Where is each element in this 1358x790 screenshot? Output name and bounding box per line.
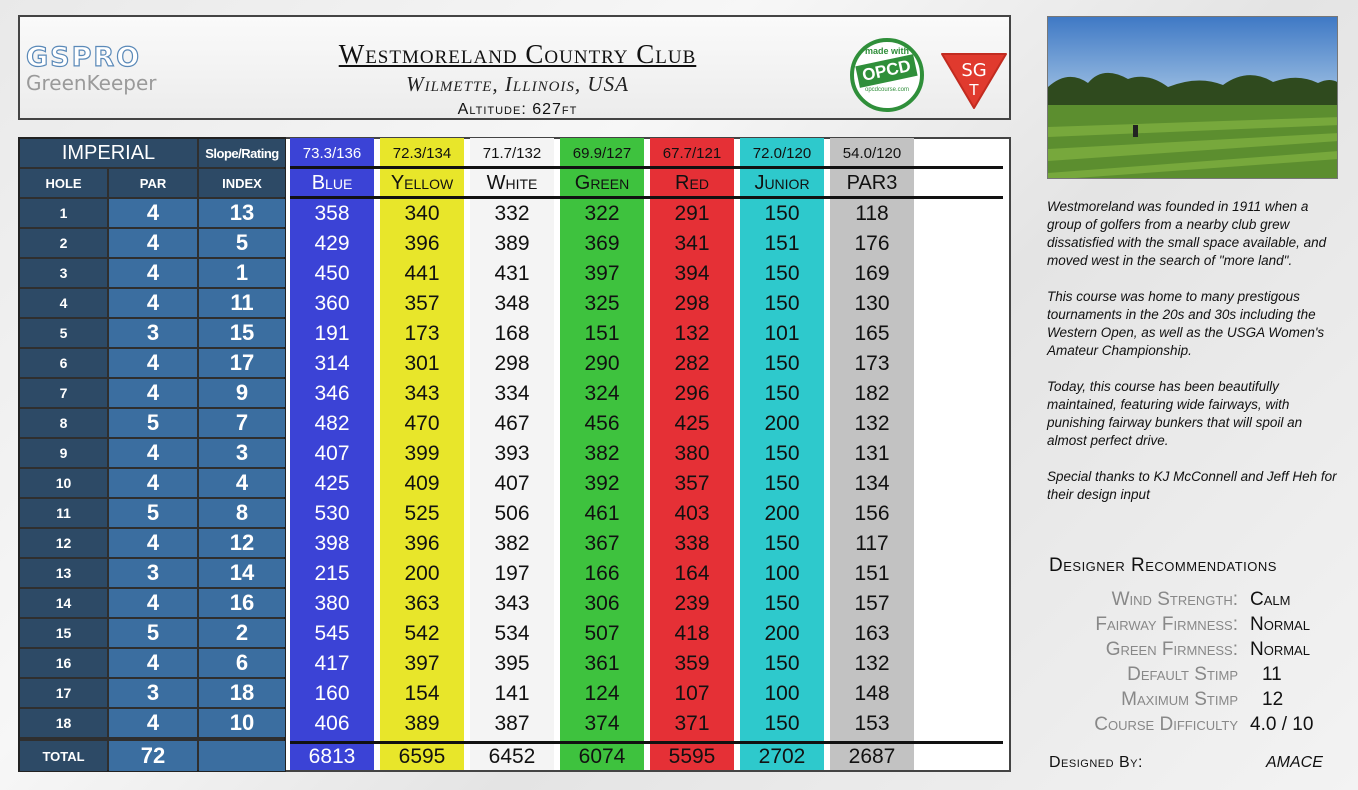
hole-yardage: 450 xyxy=(314,262,350,285)
scorecard-header xyxy=(18,15,1011,120)
course-altitude: Altitude: 627ft xyxy=(457,101,578,118)
hole-par: 5 xyxy=(109,499,197,527)
rec-value: Normal xyxy=(1250,614,1310,635)
hole-par: 4 xyxy=(109,289,197,317)
hole-yardage: 298 xyxy=(494,352,530,375)
hole-yardage: 359 xyxy=(674,652,710,675)
hole-yardage: 392 xyxy=(584,472,620,495)
hole-par: 4 xyxy=(109,589,197,617)
tee-name: Green xyxy=(574,172,630,194)
hole-par: 4 xyxy=(109,379,197,407)
hole-yardage: 525 xyxy=(404,502,440,525)
hole-yardage: 397 xyxy=(404,652,440,675)
hole-yardage: 306 xyxy=(584,592,620,615)
hole-yardage: 343 xyxy=(404,382,440,405)
hole-par: 4 xyxy=(109,199,197,227)
hole-yardage: 429 xyxy=(314,232,350,255)
hole-yardage: 406 xyxy=(314,712,350,735)
hole-number: 10 xyxy=(20,469,107,497)
hole-yardage: 150 xyxy=(764,292,800,315)
hole-yardage: 150 xyxy=(764,382,800,405)
hole-yardage: 380 xyxy=(314,592,350,615)
hole-yardage: 301 xyxy=(404,352,440,375)
tee-rating: 69.9/127 xyxy=(572,145,632,162)
hole-index: 3 xyxy=(199,439,285,467)
opcd-text: OPCD xyxy=(856,54,918,88)
hole-yardage: 150 xyxy=(764,592,800,615)
gspro-logo xyxy=(26,42,196,95)
hole-par: 4 xyxy=(109,259,197,287)
hole-yardage: 132 xyxy=(854,412,890,435)
hole-index: 4 xyxy=(199,469,285,497)
hole-yardage: 357 xyxy=(674,472,710,495)
hole-yardage: 107 xyxy=(674,682,710,705)
hole-yardage: 360 xyxy=(314,292,350,315)
hole-yardage: 367 xyxy=(584,532,620,555)
course-photo xyxy=(1047,16,1338,179)
rec-label: Maximum Stimp xyxy=(1121,689,1238,710)
hole-yardage: 173 xyxy=(854,352,890,375)
rec-label: Wind Strength: xyxy=(1111,589,1238,610)
hole-yardage: 346 xyxy=(314,382,350,405)
hole-par: 5 xyxy=(109,619,197,647)
hole-yardage: 200 xyxy=(764,622,800,645)
rec-label: Green Firmness: xyxy=(1105,639,1238,660)
hole-index: 6 xyxy=(199,649,285,677)
tee-total-yardage: 6074 xyxy=(578,745,626,768)
hole-index: 15 xyxy=(199,319,285,347)
hole-yardage: 153 xyxy=(854,712,890,735)
hole-par: 4 xyxy=(109,349,197,377)
hole-yardage: 150 xyxy=(764,472,800,495)
hole-index: 1 xyxy=(199,259,285,287)
sgt-logo-icon xyxy=(938,48,1010,110)
hole-index: 2 xyxy=(199,619,285,647)
hole-index: 9 xyxy=(199,379,285,407)
hole-header: HOLE xyxy=(20,169,107,197)
hole-yardage: 407 xyxy=(314,442,350,465)
rec-default-stimp xyxy=(1040,664,1350,689)
hole-number: 4 xyxy=(20,289,107,317)
hole-yardage: 407 xyxy=(494,472,530,495)
hole-yardage: 314 xyxy=(314,352,350,375)
hole-yardage: 164 xyxy=(674,562,710,585)
hole-yardage: 176 xyxy=(854,232,890,255)
rec-value: 12 xyxy=(1262,689,1284,710)
rec-maximum-stimp xyxy=(1040,689,1350,714)
hole-yardage: 150 xyxy=(764,712,800,735)
totals-top-rule xyxy=(290,741,1003,744)
hole-yardage: 382 xyxy=(584,442,620,465)
hole-yardage: 482 xyxy=(314,412,350,435)
course-title-block xyxy=(240,39,795,119)
hole-yardage: 332 xyxy=(494,202,530,225)
par-header: PAR xyxy=(109,169,197,197)
hole-index: 13 xyxy=(199,199,285,227)
index-header: INDEX xyxy=(199,169,285,197)
hole-yardage: 150 xyxy=(764,202,800,225)
rec-label: Course Difficulty xyxy=(1094,714,1238,735)
rec-fairway-firmness xyxy=(1040,614,1350,639)
hole-yardage: 160 xyxy=(314,682,350,705)
hole-yardage: 132 xyxy=(674,322,710,345)
hole-yardage: 100 xyxy=(764,682,800,705)
hole-yardage: 395 xyxy=(494,652,530,675)
hole-yardage: 191 xyxy=(314,322,350,345)
hole-yardage: 132 xyxy=(854,652,890,675)
hole-yardage: 409 xyxy=(404,472,440,495)
hole-yardage: 151 xyxy=(584,322,620,345)
hole-yardage: 156 xyxy=(854,502,890,525)
hole-index: 18 xyxy=(199,679,285,707)
hole-yardage: 168 xyxy=(494,322,530,345)
rec-green-firmness xyxy=(1040,639,1350,664)
hole-number: 15 xyxy=(20,619,107,647)
hole-yardage: 197 xyxy=(494,562,530,585)
hole-number: 16 xyxy=(20,649,107,677)
hole-par: 5 xyxy=(109,409,197,437)
hole-yardage: 282 xyxy=(674,352,710,375)
hole-index: 8 xyxy=(199,499,285,527)
tee-total-yardage: 6452 xyxy=(488,745,536,768)
hole-yardage: 387 xyxy=(494,712,530,735)
tee-rating: 72.0/120 xyxy=(752,145,812,162)
hole-yardage: 200 xyxy=(764,502,800,525)
hole-yardage: 506 xyxy=(494,502,530,525)
tee-rating: 67.7/121 xyxy=(662,145,722,162)
hole-yardage: 545 xyxy=(314,622,350,645)
hole-yardage: 215 xyxy=(314,562,350,585)
hole-yardage: 150 xyxy=(764,532,800,555)
description-paragraph: Westmoreland was founded in 1911 when a group of golfers from a nearby club grew dissatisfied with the small space available, and moved west in the search of "more land". xyxy=(1047,199,1327,268)
hole-yardage: 399 xyxy=(404,442,440,465)
rec-value: 11 xyxy=(1262,664,1282,685)
hole-yardage: 403 xyxy=(674,502,710,525)
hole-index: 17 xyxy=(199,349,285,377)
hole-yardage: 396 xyxy=(404,532,440,555)
hole-yardage: 150 xyxy=(764,262,800,285)
greenkeeper-logo-text: GreenKeeper xyxy=(26,71,157,95)
rec-label: Default Stimp xyxy=(1127,664,1238,685)
total-par: 72 xyxy=(109,741,197,771)
hole-par: 4 xyxy=(109,709,197,737)
hole-number: 1 xyxy=(20,199,107,227)
hole-par: 3 xyxy=(109,679,197,707)
tee-name: Yellow xyxy=(390,172,454,194)
sgt-sub-text: T xyxy=(969,81,979,99)
tee-header-top-rule xyxy=(290,166,1003,169)
hole-number: 8 xyxy=(20,409,107,437)
slope-rating-label: Slope/Rating xyxy=(199,139,285,167)
hole-yardage: 298 xyxy=(674,292,710,315)
hole-yardage: 290 xyxy=(584,352,620,375)
hole-yardage: 398 xyxy=(314,532,350,555)
hole-yardage: 322 xyxy=(584,202,620,225)
hole-yardage: 394 xyxy=(674,262,710,285)
hole-yardage: 150 xyxy=(764,652,800,675)
hole-yardage: 467 xyxy=(494,412,530,435)
hole-yardage: 425 xyxy=(314,472,350,495)
hole-yardage: 441 xyxy=(404,262,440,285)
tee-rating: 54.0/120 xyxy=(842,145,902,162)
hole-yardage: 324 xyxy=(584,382,620,405)
rec-course-difficulty xyxy=(1040,714,1350,739)
hole-number: 2 xyxy=(20,229,107,257)
hole-yardage: 141 xyxy=(494,682,530,705)
hole-yardage: 369 xyxy=(584,232,620,255)
description-paragraph: Special thanks to KJ McConnell and Jeff Heh for their design input xyxy=(1047,469,1337,502)
hole-yardage: 200 xyxy=(404,562,440,585)
hole-yardage: 361 xyxy=(584,652,620,675)
hole-yardage: 530 xyxy=(314,502,350,525)
hole-yardage: 154 xyxy=(404,682,440,705)
hole-yardage: 338 xyxy=(674,532,710,555)
hole-yardage: 507 xyxy=(584,622,620,645)
hole-index: 7 xyxy=(199,409,285,437)
hole-yardage: 134 xyxy=(854,472,890,495)
hole-yardage: 131 xyxy=(854,442,890,465)
hole-yardage: 418 xyxy=(674,622,710,645)
hole-yardage: 371 xyxy=(674,712,710,735)
hole-yardage: 239 xyxy=(674,592,710,615)
hole-index: 12 xyxy=(199,529,285,557)
rec-value: 4.0 / 10 xyxy=(1250,714,1314,735)
hole-index: 16 xyxy=(199,589,285,617)
hole-number: 12 xyxy=(20,529,107,557)
hole-yardage: 470 xyxy=(404,412,440,435)
hole-yardage: 173 xyxy=(404,322,440,345)
hole-yardage: 358 xyxy=(314,202,350,225)
hole-yardage: 348 xyxy=(494,292,530,315)
hole-yardage: 425 xyxy=(674,412,710,435)
hole-number: 18 xyxy=(20,709,107,737)
hole-yardage: 118 xyxy=(855,202,889,225)
hole-yardage: 393 xyxy=(494,442,530,465)
hole-yardage: 341 xyxy=(674,232,710,255)
designed-by-label: Designed By: xyxy=(1049,754,1143,771)
hole-yardage: 165 xyxy=(854,322,890,345)
hole-yardage: 334 xyxy=(494,382,530,405)
hole-yardage: 389 xyxy=(494,232,530,255)
hole-number: 3 xyxy=(20,259,107,287)
hole-yardage: 431 xyxy=(494,262,530,285)
hole-number: 17 xyxy=(20,679,107,707)
tee-total-yardage: 2687 xyxy=(848,745,896,768)
hole-number: 9 xyxy=(20,439,107,467)
hole-yardage: 363 xyxy=(404,592,440,615)
hole-index: 11 xyxy=(199,289,285,317)
course-description xyxy=(1047,198,1345,522)
description-paragraph: This course was home to many prestigous tournaments in the 20s and 30s including the Western Open, as well as the USGA Women's Amateur Championship. xyxy=(1047,289,1325,358)
hole-index: 5 xyxy=(199,229,285,257)
tee-name: PAR3 xyxy=(846,172,898,194)
hole-yardage: 117 xyxy=(855,532,889,555)
hole-number: 14 xyxy=(20,589,107,617)
tee-rating: 72.3/134 xyxy=(392,145,452,162)
hole-yardage: 101 xyxy=(764,322,800,345)
hole-number: 7 xyxy=(20,379,107,407)
hole-number: 11 xyxy=(20,499,107,527)
hole-yardage: 296 xyxy=(674,382,710,405)
hole-yardage: 343 xyxy=(494,592,530,615)
hole-yardage: 157 xyxy=(854,592,890,615)
hole-yardage: 456 xyxy=(584,412,620,435)
tee-name: Blue xyxy=(311,172,353,194)
hole-index: 14 xyxy=(199,559,285,587)
hole-yardage: 461 xyxy=(584,502,620,525)
course-location: Wilmette, Illinois, USA xyxy=(406,72,629,96)
hole-yardage: 151 xyxy=(854,562,890,585)
hole-yardage: 130 xyxy=(854,292,890,315)
opcd-url: opcdcourse.com xyxy=(864,87,910,93)
hole-number: 5 xyxy=(20,319,107,347)
designer-name: AMACE xyxy=(1266,754,1323,771)
tee-total-yardage: 6595 xyxy=(398,745,446,768)
hole-yardage: 357 xyxy=(404,292,440,315)
recommendations-title: Designer Recommendations xyxy=(1049,555,1277,576)
hole-number: 6 xyxy=(20,349,107,377)
hole-yardage: 389 xyxy=(404,712,440,735)
hole-yardage: 200 xyxy=(764,412,800,435)
hole-par: 4 xyxy=(109,439,197,467)
opcd-made-with: made with xyxy=(864,46,909,56)
hole-yardage: 150 xyxy=(764,442,800,465)
sgt-text: SG xyxy=(961,60,987,81)
total-label: TOTAL xyxy=(20,741,107,771)
imperial-label: IMPERIAL xyxy=(20,139,197,167)
tee-name: Red xyxy=(675,172,709,194)
tee-total-yardage: 6813 xyxy=(308,745,356,768)
hole-yardage: 166 xyxy=(584,562,620,585)
description-paragraph: Today, this course has been beautifully maintained, featuring wide fairways, with punishing fairway bunkers that will spoil an almost perfect drive. xyxy=(1047,379,1303,448)
hole-number: 13 xyxy=(20,559,107,587)
hole-yardage: 169 xyxy=(854,262,890,285)
gspro-logo-text: GSPRO xyxy=(26,42,142,73)
hole-yardage: 380 xyxy=(674,442,710,465)
hole-par: 4 xyxy=(109,469,197,497)
tee-name: White xyxy=(486,172,538,194)
hole-yardage: 291 xyxy=(674,202,710,225)
hole-yardage: 397 xyxy=(584,262,620,285)
tee-total-yardage: 2702 xyxy=(758,745,806,768)
hole-yardage: 100 xyxy=(764,562,800,585)
tee-header-bottom-rule xyxy=(290,196,1003,199)
tee-rating: 73.3/136 xyxy=(302,145,362,162)
hole-yardage: 396 xyxy=(404,232,440,255)
hole-yardage: 542 xyxy=(404,622,440,645)
hole-par: 4 xyxy=(109,649,197,677)
opcd-badge-icon xyxy=(850,38,924,112)
tee-name: Junior xyxy=(754,172,810,194)
rec-label: Fairway Firmness: xyxy=(1095,614,1238,635)
hole-par: 3 xyxy=(109,319,197,347)
hole-yardage: 325 xyxy=(584,292,620,315)
total-index-blank xyxy=(199,741,285,771)
hole-yardage: 382 xyxy=(494,532,530,555)
hole-par: 4 xyxy=(109,529,197,557)
hole-yardage: 182 xyxy=(854,382,890,405)
rec-wind-strength xyxy=(1040,589,1350,614)
hole-yardage: 417 xyxy=(314,652,350,675)
hole-yardage: 340 xyxy=(404,202,440,225)
hole-index: 10 xyxy=(199,709,285,737)
hole-yardage: 124 xyxy=(584,682,620,705)
hole-yardage: 374 xyxy=(584,712,620,735)
rec-value: Calm xyxy=(1250,589,1291,610)
hole-yardage: 534 xyxy=(494,622,530,645)
rec-value: Normal xyxy=(1250,639,1310,660)
hole-yardage: 151 xyxy=(764,232,800,255)
hole-yardage: 148 xyxy=(854,682,890,705)
tee-rating: 71.7/132 xyxy=(482,145,542,162)
tee-total-yardage: 5595 xyxy=(668,745,716,768)
course-name: Westmoreland Country Club xyxy=(338,39,697,69)
hole-yardage: 150 xyxy=(764,352,800,375)
hole-par: 4 xyxy=(109,229,197,257)
hole-par: 3 xyxy=(109,559,197,587)
hole-yardage: 163 xyxy=(854,622,890,645)
